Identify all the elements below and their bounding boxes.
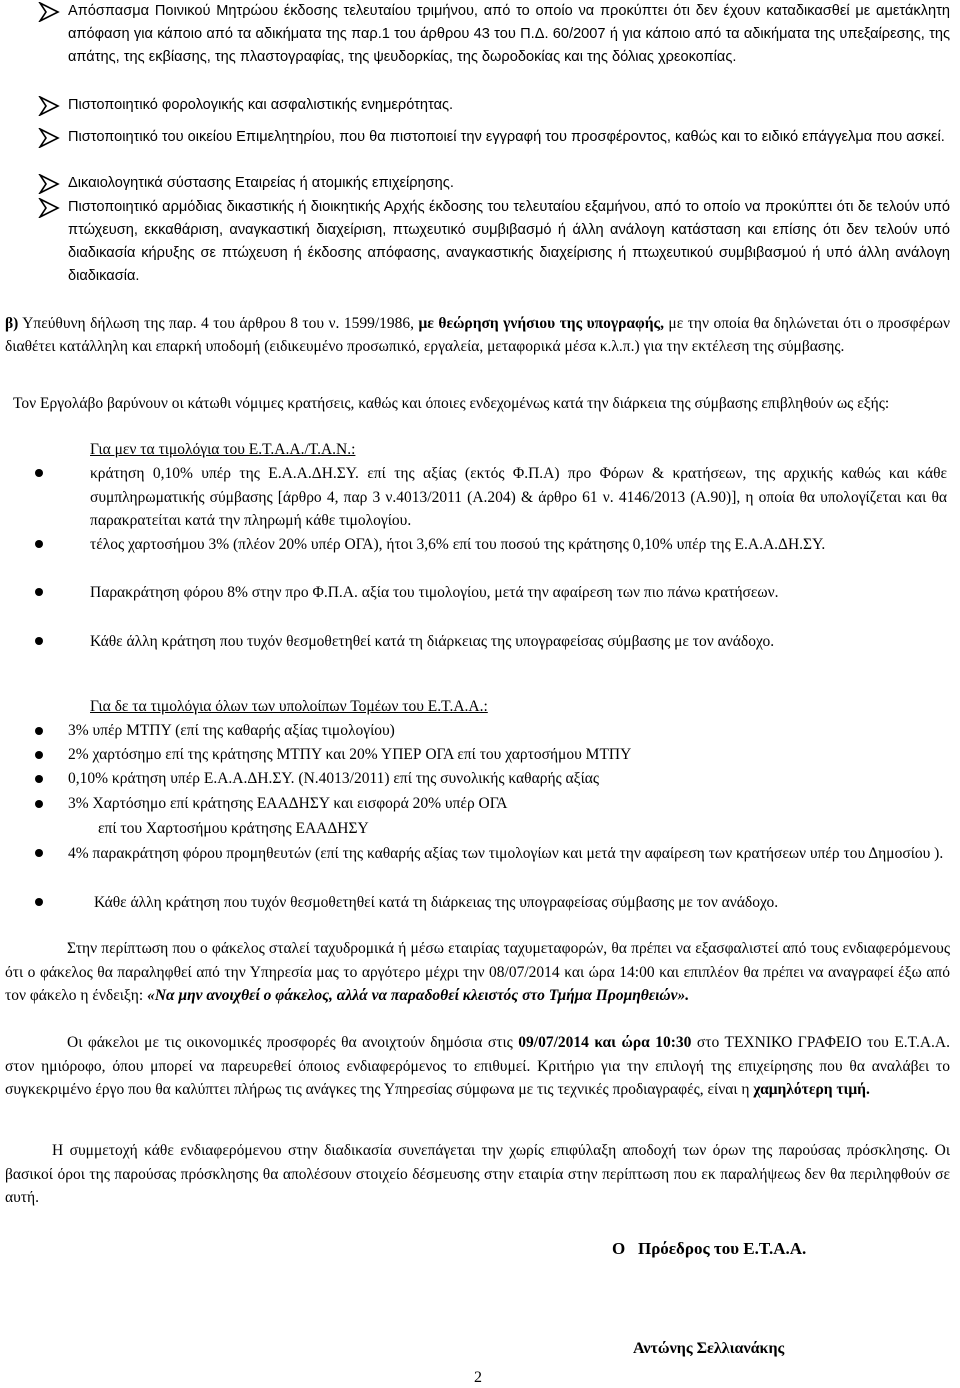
etaa-item: Παρακράτηση φόρου 8% στην προ Φ.Π.Α. αξία του τιμολογίου, μετά την αφαίρεση των πιο πάνω κρατήσεων. — [90, 584, 779, 601]
etaa-item: τέλος χαρτοσήμου 3% (πλέον 20% υπέρ ΟΓΑ), ήτοι 3,6% επί του ποσού της κράτησης 0,10% υπέρ της Ε.Α.Α.ΔΗ.ΣΥ. — [90, 536, 826, 553]
sector-item: 3% Χαρτόσημο επί κράτησης ΕΑΑΔΗΣΥ και εισφορά 20% υπέρ ΟΓΑ — [68, 795, 508, 812]
signatory-name: Αντώνης Σελλιανάκης — [633, 1340, 785, 1357]
etaa-item: Κάθε άλλη κράτηση που τυχόν θεσμοθετηθεί κατά τη διάρκειας της υπογραφείσας σύμβασης με τον ανάδοχο. — [90, 633, 775, 650]
requirement-item — [0, 196, 950, 292]
sector-item: 0,10% κράτηση υπέρ Ε.Α.Α.ΔΗ.ΣΥ. (Ν.4013/2011) επί της συνολικής καθαρής αξίας — [68, 770, 600, 787]
sector-item-continuation: επί του Χαρτοσήμου κράτησης ΕΑΑΔΗΣΥ — [98, 820, 369, 837]
round-bullet-icon — [35, 588, 43, 596]
participation-paragraph: Η συμμετοχή κάθε ενδιαφερόμενου στην διαδικασία συνεπάγεται την χωρίς επιφύλαξη αποδοχή των όρων της παρούσας πρόσκλησης. Οι βασικοί όροι της παρούσας πρόσκλησης θα απολέσουν στοιχείο δέσμευσης στην εταιρία στην περίπτωση που εκ παραλήψεως δεν θα περιληφθούν σε αυτή. — [5, 1142, 950, 1206]
sector-item: 4% παρακράτηση φόρου προμηθευτών (επί της καθαρής αξίας των τιμολογίων και μετά την αφαίρεση των κρατήσεων υπέρ του Δημοσίου ). — [68, 845, 944, 862]
award-criterion: χαμηλότερη τιμή. — [753, 1081, 870, 1098]
page-number: 2 — [474, 1369, 482, 1386]
requirement-text: Δικαιολογητικά σύστασης Εταιρείας ή ατομικής επιχείρησης. — [68, 175, 454, 191]
etaa-item: κράτηση 0,10% υπέρ της Ε.Α.Α.ΔΗ.ΣΥ. επί της αξίας (εκτός Φ.Π.Α) προ Φόρων & κρατήσεων, της αρχικής καθώς και κάθε συμπληρωματικής σύμβασης [άρθρο 4, παρ 3 ν.4013/2011 (Α.204) & άρθρο 61 ν. 4146/2013 (Α.90)], η οποία θα υπολογίζεται και θα παρακρατείται κατά την πληρωμή κάθε τιμολογίου. — [90, 465, 947, 529]
requirement-text: Πιστοποιητικό αρμόδιας δικαστικής ή διοικητικής Αρχής έκδοσης του τελευταίου εξαμήνου, από το οποίο να προκύπτει ότι δε τελούν υπό πτώχευση, εκκαθάριση, αναγκαστική διαχείριση, πτωχευτικό συμβιβασμό ή άλλη ανάλογη κατάσταση και επίσης ότι δεν τελούν υπό διαδικασία κήρυξης σε πτώχευση ή έκδοσης απόφασης, αναγκαστικής διαχείρισης ή πτωχευτικού συμβιβασμού ή υπό άλλη ανάλογη διαδικασία. — [68, 199, 950, 284]
round-bullet-icon — [35, 637, 43, 645]
declaration-bold: με θεώρηση γνήσιου της υπογραφής, — [418, 315, 664, 332]
sector-item: 2% χαρτόσημο επί της κράτησης ΜΤΠΥ και 20% ΥΠΕΡ ΟΓΑ επί του χαρτοσήμου ΜΤΠΥ — [68, 746, 632, 763]
opening-paragraph: Οι φάκελοι με τις οικονομικές προσφορές θα ανοιχτούν δημόσια στις 09/07/2014 και ώρα 10:30 στο ΤΕΧΝΙΚΟ ΓΡΑΦΕΙΟ του Ε.Τ.Α.Α. στον ημιόροφο, όπου μπορεί να παρευρεθεί όποιος ενδιαφερόμενος το επιθυμεί. Κριτήριο για την επιλογή της επιχείρησης που θα αναλάβει το συγκεκριμένο έργο που θα καλύπτει πλήρως τις ανάγκες της Υπηρεσίας σύμφωνα με τις τεχνικές προδιαγραφές, είναι η χαμηλότερη τιμή. — [5, 1034, 951, 1098]
round-bullet-icon — [35, 469, 43, 477]
arrow-bullet-icon — [38, 174, 64, 196]
round-bullet-icon — [35, 751, 43, 759]
round-bullet-icon — [35, 727, 43, 735]
requirement-item — [0, 94, 950, 118]
round-bullet-icon — [35, 540, 43, 548]
mail-paragraph: Στην περίπτωση που ο φάκελος σταλεί ταχυδρομικά ή μέσω εταιρίας ταχυμεταφορών, θα πρέπει να εξασφαλιστεί από τους ενδιαφερόμενους ότι ο φάκελος θα παραληφθεί από την Υπηρεσία μας το αργότερο μέχρι την 08/07/2014 και ώρα 14:00 και επιπλέον θα πρέπει να αναγραφεί έξω από τον φάκελο η ένδειξη: «Να μην ανοιχθεί ο φάκελος, αλλά να παραδοθεί κλειστός στο Τμήμα Προμηθειών». — [5, 940, 950, 1004]
round-bullet-icon — [35, 849, 43, 857]
contractor-intro: Τον Εργολάβο βαρύνουν οι κάτωθι νόμιμες κρατήσεις, καθώς και όποιες ενδεχομένως κατά την διάρκεια της σύμβασης επιβληθούν ως εξής: — [13, 395, 890, 412]
opening-date: 09/07/2014 και ώρα 10:30 — [518, 1034, 692, 1051]
etaa-heading: Για μεν τα τιμολόγια του Ε.Τ.Α.Α./Τ.Α.Ν.: — [90, 441, 356, 458]
requirement-item — [0, 172, 950, 196]
mail-emphasis: «Να μην ανοιχθεί ο φάκελος, αλλά να παραδοθεί κλειστός στο Τμήμα Προμηθειών». — [147, 987, 690, 1004]
signatory-title: Ο Πρόεδρος του Ε.Τ.Α.Α. — [612, 1239, 807, 1258]
arrow-bullet-icon — [38, 2, 64, 24]
round-bullet-icon — [35, 898, 43, 906]
round-bullet-icon — [35, 800, 43, 808]
requirement-item — [0, 126, 950, 174]
requirement-text: Πιστοποιητικό φορολογικής και ασφαλιστικής ενημερότητας. — [68, 97, 454, 113]
sector-item: 3% υπέρ ΜΤΠΥ (επί της καθαρής αξίας τιμολογίου) — [68, 722, 395, 739]
requirement-text: Απόσπασμα Ποινικού Μητρώου έκδοσης τελευταίου τριμήνου, από το οποίο να προκύπτει ότι δεν έχουν καταδικασθεί με αμετάκλητη απόφαση για κάποιο από τα αδικήματα της παρ.1 του άρθρου 43 του Π.Δ. 60/2007 ή για κάποιο από τα αδικήματα της υπεξαίρεσης, της απάτης, της εκβίασης, της πλαστογραφίας, της ψευδορκίας, της δωροδοκίας και της δόλιας χρεοκοπίας. — [68, 3, 950, 65]
declaration-label: β) — [5, 315, 19, 332]
other-sectors-heading: Για δε τα τιμολόγια όλων των υπολοίπων Τομέων του Ε.Τ.Α.Α.: — [90, 698, 488, 715]
arrow-bullet-icon — [38, 128, 64, 150]
arrow-bullet-icon — [38, 198, 64, 220]
sector-item: Κάθε άλλη κράτηση που τυχόν θεσμοθετηθεί κατά τη διάρκειας της υπογραφείσας σύμβασης με τον ανάδοχο. — [94, 894, 779, 911]
declaration-paragraph: β) Υπεύθυνη δήλωση της παρ. 4 του άρθρου 8 του ν. 1599/1986, με θεώρηση γνήσιου της υπογραφής, με την οποία θα δηλώνεται ότι ο προσφέρων διαθέτει κατάλληλη και επαρκή υποδομή (ειδικευμένο προσωπικό, εργαλεία, μεταφορικά μέσα κ.λ.π.) για την εκτέλεση της σύμβασης. — [5, 315, 950, 355]
round-bullet-icon — [35, 775, 43, 783]
requirement-item — [0, 0, 950, 70]
arrow-bullet-icon — [38, 96, 64, 118]
requirement-text: Πιστοποιητικό του οικείου Επιμελητηρίου, που θα πιστοποιεί την εγγραφή του προσφέροντος, καθώς και το ειδικό επάγγελμα που ασκεί. — [68, 129, 945, 145]
